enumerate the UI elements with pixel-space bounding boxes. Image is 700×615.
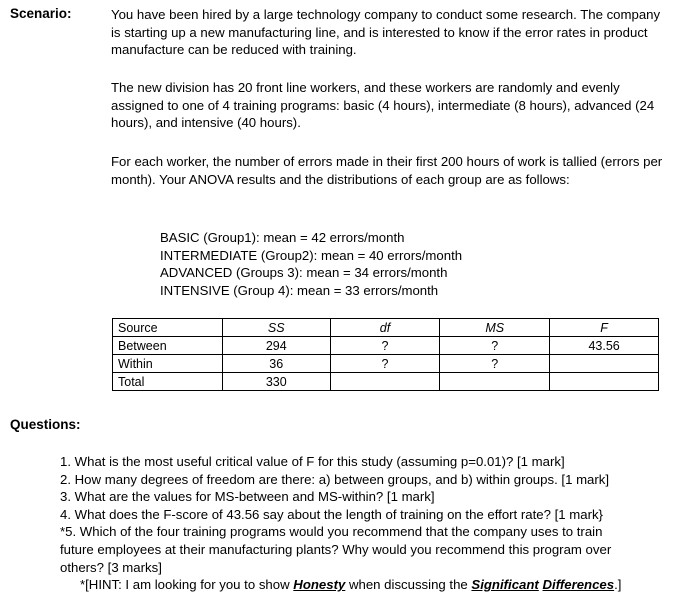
- cell-within-f: [550, 355, 659, 373]
- cell-between-df: ?: [330, 337, 440, 355]
- anova-header-row: [113, 319, 659, 337]
- group-mean-basic: BASIC (Group1): mean = 42 errors/month: [160, 230, 405, 245]
- questions-list: [60, 453, 670, 594]
- hint-suffix: .]: [614, 577, 622, 593]
- hint-line: [60, 576, 670, 594]
- hint-differences: Differences: [542, 577, 615, 593]
- header-ss: SS: [222, 319, 330, 337]
- cell-total-source: Total: [113, 373, 223, 391]
- cell-between-f: 43.56: [550, 337, 659, 355]
- header-source: Source: [113, 319, 223, 337]
- hint-significant: Significant: [471, 577, 539, 593]
- cell-between-ms: ?: [440, 337, 550, 355]
- cell-within-ss: 36: [222, 355, 330, 373]
- questions-heading: Questions:: [10, 417, 81, 432]
- anova-table: [112, 318, 659, 391]
- cell-within-source: Within: [113, 355, 223, 373]
- cell-within-ms: ?: [440, 355, 550, 373]
- cell-total-df: [330, 373, 440, 391]
- question-line: 1. What is the most useful critical value of F for this study (assuming p=0.01)? [1 mark]: [60, 454, 565, 469]
- scenario-heading: Scenario:: [10, 6, 72, 21]
- table-row: [113, 337, 659, 355]
- group-mean-intensive: INTENSIVE (Group 4): mean = 33 errors/month: [160, 282, 439, 298]
- hint-honesty: Honesty: [293, 577, 346, 593]
- question-line: future employees at their manufacturing plants? Why would you recommend this program over: [60, 541, 612, 557]
- group-mean-advanced: ADVANCED (Groups 3): mean = 34 errors/month: [160, 265, 448, 280]
- question-line: 4. What does the F-score of 43.56 say about the length of training on the effort rate? [1 mark}: [60, 506, 603, 522]
- scenario-paragraph-2: The new division has 20 front line workers, and these workers are randomly and evenly assigned to one of 4 training programs: basic (4 hours), intermediate (8 hours), advanced (24 hours), and intensive (40 hours).: [111, 80, 655, 130]
- group-means-list: [160, 229, 462, 299]
- scenario-paragraph-1: You have been hired by a large technology company to conduct some research. The company is starting up a new manufacturing line, and is interested to know if the error rates in product manufacture can be reduced with training.: [111, 7, 661, 57]
- cell-total-ss: 330: [222, 373, 330, 391]
- scenario-paragraph-3: For each worker, the number of errors made in their first 200 hours of work is tallied (errors per month). Your ANOVA results and the distributions of each group are as follows:: [111, 154, 663, 187]
- question-line: others? [3 marks]: [60, 559, 162, 575]
- cell-between-ss: 294: [222, 337, 330, 355]
- table-row: [113, 373, 659, 391]
- question-line: 2. How many degrees of freedom are there: a) between groups, and b) within groups. [1 mark]: [60, 471, 610, 487]
- table-row: [113, 355, 659, 373]
- group-mean-intermediate: INTERMEDIATE (Group2): mean = 40 errors/month: [160, 247, 463, 263]
- hint-middle: when discussing the: [345, 577, 472, 593]
- header-f: F: [550, 319, 659, 337]
- question-line: 3. What are the values for MS-between and MS-within? [1 mark]: [60, 489, 435, 505]
- cell-total-ms: [440, 373, 550, 391]
- header-ms: MS: [440, 319, 550, 337]
- cell-within-df: ?: [330, 355, 440, 373]
- header-df: df: [330, 319, 440, 337]
- cell-total-f: [550, 373, 659, 391]
- hint-prefix: *[HINT: I am looking for you to show: [80, 577, 294, 593]
- question-line: *5. Which of the four training programs would you recommend that the company uses to train: [60, 524, 603, 540]
- cell-between-source: Between: [113, 337, 223, 355]
